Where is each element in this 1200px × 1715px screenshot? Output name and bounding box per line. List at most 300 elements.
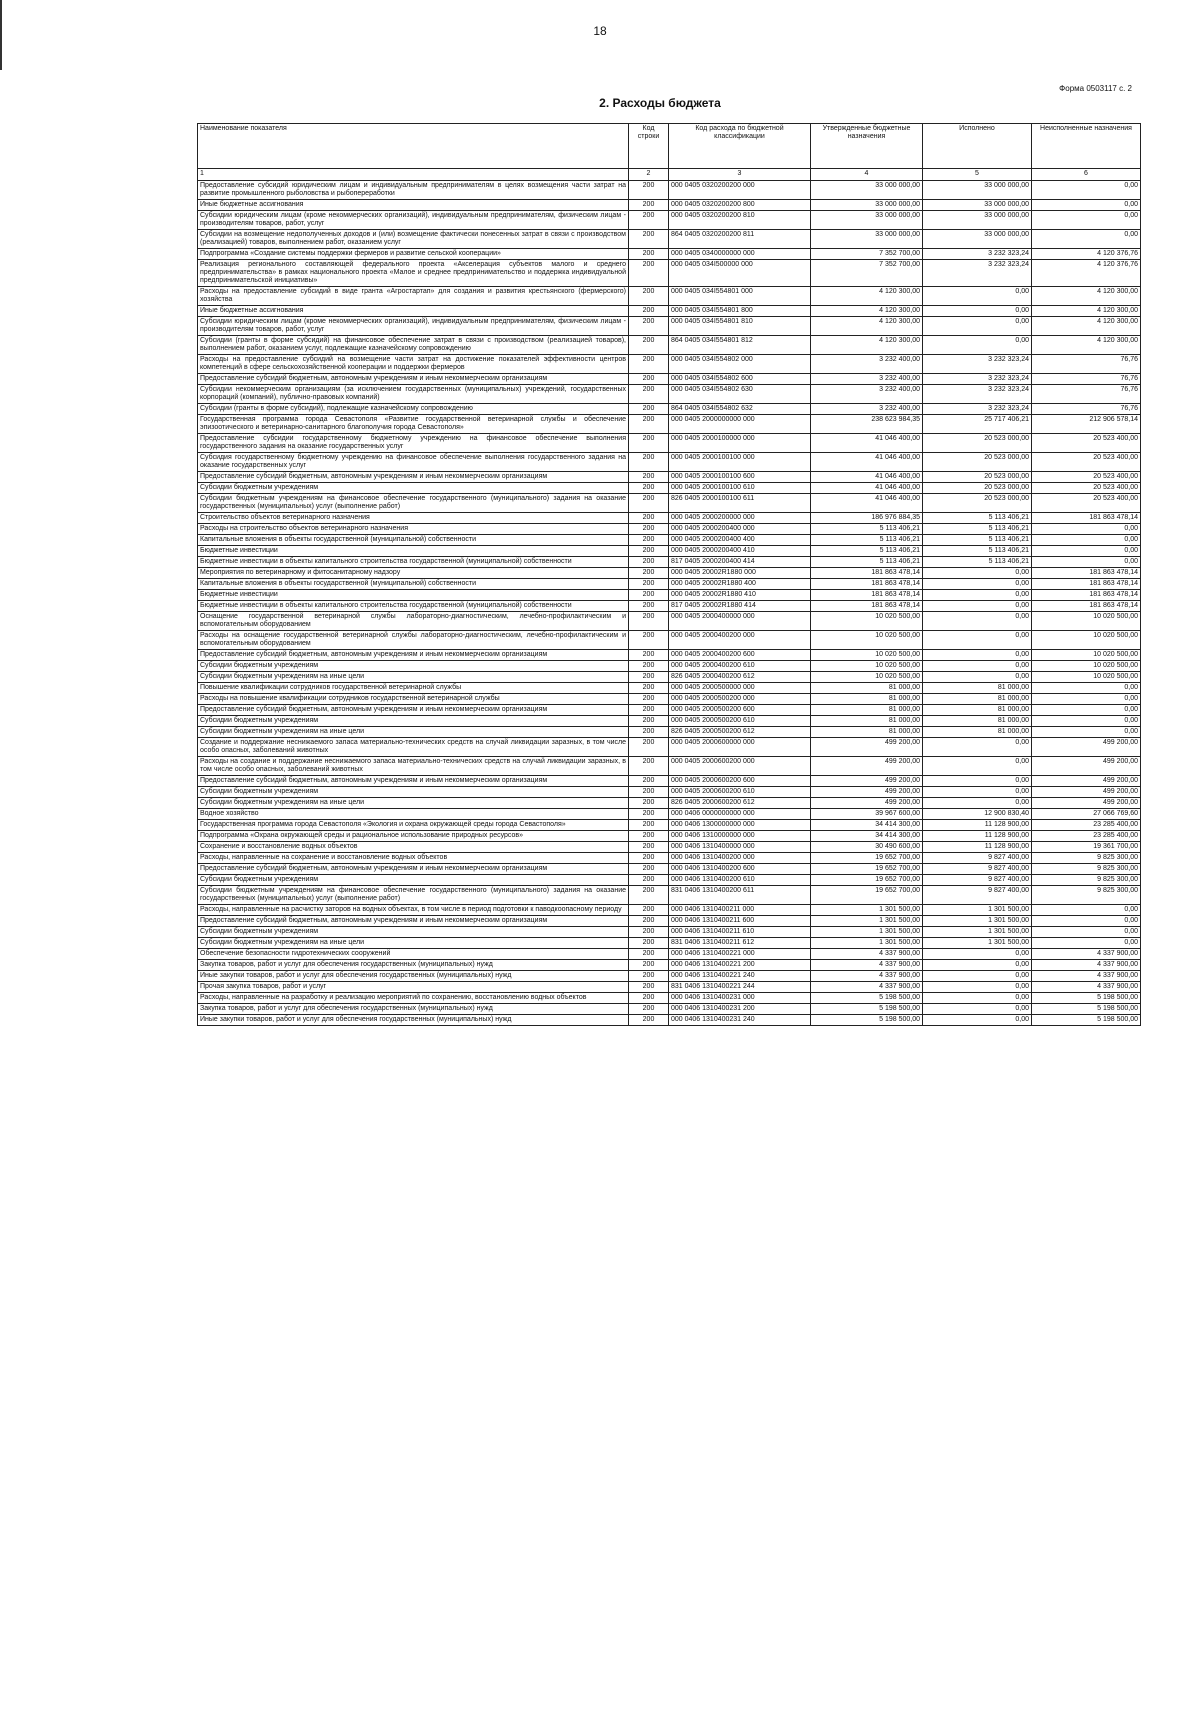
indicator-name-cell: Иные закупки товаров, работ и услуг для обеспечения государственных (муниципальных) нужд: [198, 1015, 629, 1026]
col-index-4: 4: [811, 169, 923, 181]
indicator-name-cell: Расходы на повышение квалификации сотрудников государственной ветеринарной службы: [198, 694, 629, 705]
approved-amount-cell: 181 863 478,14: [811, 601, 923, 612]
executed-amount-cell: 0,00: [923, 949, 1032, 960]
table-row: [198, 853, 1141, 864]
approved-amount-cell: 3 232 400,00: [811, 355, 923, 374]
line-code-cell: 200: [629, 524, 669, 535]
executed-amount-cell: 0,00: [923, 590, 1032, 601]
line-code-cell: 200: [629, 916, 669, 927]
table-row: [198, 546, 1141, 557]
indicator-name-cell: Предоставление субсидий бюджетным, автономным учреждениям и иным некоммерческим организациям: [198, 374, 629, 385]
approved-amount-cell: 499 200,00: [811, 738, 923, 757]
line-code-cell: 200: [629, 993, 669, 1004]
line-code-cell: 200: [629, 336, 669, 355]
indicator-name-cell: Иные закупки товаров, работ и услуг для обеспечения государственных (муниципальных) нужд: [198, 971, 629, 982]
approved-amount-cell: 19 652 700,00: [811, 864, 923, 875]
budget-code-cell: 000 0406 1310400211 610: [669, 927, 811, 938]
table-row: [198, 716, 1141, 727]
approved-amount-cell: 5 198 500,00: [811, 1015, 923, 1026]
line-code-cell: 200: [629, 494, 669, 513]
indicator-name-cell: Субсидии бюджетным учреждениям: [198, 787, 629, 798]
line-code-cell: 200: [629, 434, 669, 453]
indicator-name-cell: Государственная программа города Севастополя «Развитие государственной ветеринарной службы и обеспечение эпизоотического и ветеринарно-санитарного благополучия города Севастополя»: [198, 415, 629, 434]
approved-amount-cell: 499 200,00: [811, 787, 923, 798]
budget-code-cell: 864 0405 0320200200 811: [669, 230, 811, 249]
executed-amount-cell: 11 128 900,00: [923, 820, 1032, 831]
approved-amount-cell: 39 967 600,00: [811, 809, 923, 820]
approved-amount-cell: 33 000 000,00: [811, 200, 923, 211]
approved-amount-cell: 5 113 406,21: [811, 524, 923, 535]
indicator-name-cell: Водное хозяйство: [198, 809, 629, 820]
line-code-cell: 200: [629, 415, 669, 434]
executed-amount-cell: 3 232 323,24: [923, 260, 1032, 287]
approved-amount-cell: 81 000,00: [811, 705, 923, 716]
approved-amount-cell: 5 198 500,00: [811, 1004, 923, 1015]
unexecuted-amount-cell: 181 863 478,14: [1032, 513, 1141, 524]
indicator-name-cell: Государственная программа города Севастополя «Экология и охрана окружающей среды города Севастополя»: [198, 820, 629, 831]
executed-amount-cell: 3 232 323,24: [923, 385, 1032, 404]
table-row: [198, 757, 1141, 776]
table-row: [198, 631, 1141, 650]
unexecuted-amount-cell: 20 523 400,00: [1032, 472, 1141, 483]
unexecuted-amount-cell: 20 523 400,00: [1032, 453, 1141, 472]
budget-code-cell: 000 0405 034I554801 000: [669, 287, 811, 306]
executed-amount-cell: 12 900 830,40: [923, 809, 1032, 820]
table-row: [198, 683, 1141, 694]
approved-amount-cell: 4 337 900,00: [811, 949, 923, 960]
executed-amount-cell: 0,00: [923, 960, 1032, 971]
line-code-cell: 200: [629, 181, 669, 200]
table-row: [198, 705, 1141, 716]
budget-code-cell: 000 0405 2000500200 600: [669, 705, 811, 716]
indicator-name-cell: Оснащение государственной ветеринарной службы лабораторно-диагностическим, лечебно-профилактическим и вспомогательным оборудованием: [198, 612, 629, 631]
executed-amount-cell: 0,00: [923, 798, 1032, 809]
table-row: [198, 650, 1141, 661]
indicator-name-cell: Расходы на создание и поддержание неснижаемого запаса материально-технических средств на случай ликвидации заразных, в том числе особо опасных, заболеваний животных: [198, 757, 629, 776]
executed-amount-cell: 9 827 400,00: [923, 875, 1032, 886]
approved-amount-cell: 5 113 406,21: [811, 557, 923, 568]
table-row: [198, 513, 1141, 524]
unexecuted-amount-cell: 181 863 478,14: [1032, 568, 1141, 579]
table-row: [198, 306, 1141, 317]
budget-code-cell: 000 0405 2000200400 000: [669, 524, 811, 535]
budget-code-cell: 000 0405 2000400200 610: [669, 661, 811, 672]
line-code-cell: 200: [629, 404, 669, 415]
line-code-cell: 200: [629, 590, 669, 601]
approved-amount-cell: 3 232 400,00: [811, 385, 923, 404]
unexecuted-amount-cell: 0,00: [1032, 938, 1141, 949]
indicator-name-cell: Бюджетные инвестиции: [198, 546, 629, 557]
budget-code-cell: 000 0405 0320200200 810: [669, 211, 811, 230]
budget-code-cell: 000 0405 2000500200 610: [669, 716, 811, 727]
line-code-cell: 200: [629, 317, 669, 336]
executed-amount-cell: 0,00: [923, 776, 1032, 787]
line-code-cell: 200: [629, 905, 669, 916]
unexecuted-amount-cell: 20 523 400,00: [1032, 494, 1141, 513]
approved-amount-cell: 3 232 400,00: [811, 374, 923, 385]
executed-amount-cell: 20 523 000,00: [923, 494, 1032, 513]
unexecuted-amount-cell: 181 863 478,14: [1032, 590, 1141, 601]
line-code-cell: 200: [629, 557, 669, 568]
table-row: [198, 905, 1141, 916]
executed-amount-cell: 0,00: [923, 336, 1032, 355]
unexecuted-amount-cell: 9 825 300,00: [1032, 875, 1141, 886]
budget-code-cell: 000 0405 034I554802 630: [669, 385, 811, 404]
budget-code-cell: 000 0406 0000000000 000: [669, 809, 811, 820]
indicator-name-cell: Субсидии бюджетным учреждениям: [198, 716, 629, 727]
executed-amount-cell: 0,00: [923, 672, 1032, 683]
budget-code-cell: 000 0406 1310400231 240: [669, 1015, 811, 1026]
budget-code-cell: 000 0405 2000600200 600: [669, 776, 811, 787]
unexecuted-amount-cell: 5 198 500,00: [1032, 993, 1141, 1004]
unexecuted-amount-cell: 0,00: [1032, 181, 1141, 200]
executed-amount-cell: 81 000,00: [923, 727, 1032, 738]
unexecuted-amount-cell: 0,00: [1032, 916, 1141, 927]
approved-amount-cell: 4 120 300,00: [811, 287, 923, 306]
approved-amount-cell: 5 198 500,00: [811, 993, 923, 1004]
approved-amount-cell: 33 000 000,00: [811, 211, 923, 230]
budget-code-cell: 000 0405 20002R1880 000: [669, 568, 811, 579]
budget-code-cell: 000 0405 2000600200 610: [669, 787, 811, 798]
indicator-name-cell: Бюджетные инвестиции: [198, 590, 629, 601]
line-code-cell: 200: [629, 260, 669, 287]
indicator-name-cell: Субсидии некоммерческим организациям (за исключением государственных (муниципальных) учреждений, государственных корпораций (компаний), публично-правовых компаний): [198, 385, 629, 404]
unexecuted-amount-cell: 499 200,00: [1032, 757, 1141, 776]
indicator-name-cell: Расходы, направленные на расчистку заторов на водных объектах, в том числе в период подготовки к паводкоопасному периоду: [198, 905, 629, 916]
approved-amount-cell: 181 863 478,14: [811, 579, 923, 590]
budget-code-cell: 817 0405 20002R1880 414: [669, 601, 811, 612]
executed-amount-cell: 0,00: [923, 971, 1032, 982]
executed-amount-cell: 33 000 000,00: [923, 211, 1032, 230]
approved-amount-cell: 5 113 406,21: [811, 546, 923, 557]
line-code-cell: 200: [629, 787, 669, 798]
indicator-name-cell: Субсидии бюджетным учреждениям: [198, 483, 629, 494]
line-code-cell: 200: [629, 211, 669, 230]
approved-amount-cell: 30 490 600,00: [811, 842, 923, 853]
executed-amount-cell: 0,00: [923, 982, 1032, 993]
budget-code-cell: 000 0405 2000400200 600: [669, 650, 811, 661]
approved-amount-cell: 1 301 500,00: [811, 916, 923, 927]
table-row: [198, 211, 1141, 230]
budget-code-cell: 826 0405 2000400200 612: [669, 672, 811, 683]
unexecuted-amount-cell: 5 198 500,00: [1032, 1015, 1141, 1026]
executed-amount-cell: 0,00: [923, 738, 1032, 757]
unexecuted-amount-cell: 5 198 500,00: [1032, 1004, 1141, 1015]
executed-amount-cell: 81 000,00: [923, 694, 1032, 705]
header-line-code: Код строки: [629, 124, 669, 169]
budget-code-cell: 000 0405 0320200200 000: [669, 181, 811, 200]
approved-amount-cell: 81 000,00: [811, 694, 923, 705]
approved-amount-cell: 181 863 478,14: [811, 568, 923, 579]
table-row: [198, 483, 1141, 494]
budget-code-cell: 000 0405 0320200200 800: [669, 200, 811, 211]
budget-code-cell: 831 0406 1310400221 244: [669, 982, 811, 993]
indicator-name-cell: Бюджетные инвестиции в объекты капитального строительства государственной (муниципальной) собственности: [198, 557, 629, 568]
executed-amount-cell: 20 523 000,00: [923, 472, 1032, 483]
unexecuted-amount-cell: 499 200,00: [1032, 798, 1141, 809]
unexecuted-amount-cell: 499 200,00: [1032, 738, 1141, 757]
line-code-cell: 200: [629, 306, 669, 317]
indicator-name-cell: Субсидии юридическим лицам (кроме некоммерческих организаций), индивидуальным предпринимателям, физическим лицам - производителям товаров, работ, услуг: [198, 317, 629, 336]
indicator-name-cell: Субсидии бюджетным учреждениям на финансовое обеспечение государственного (муниципального) задания на оказание государственных (муниципальных) услуг (выполнение работ): [198, 494, 629, 513]
budget-code-cell: 000 0406 1310400221 200: [669, 960, 811, 971]
unexecuted-amount-cell: 10 020 500,00: [1032, 672, 1141, 683]
line-code-cell: 200: [629, 472, 669, 483]
unexecuted-amount-cell: 0,00: [1032, 211, 1141, 230]
line-code-cell: 200: [629, 453, 669, 472]
table-header-row: [198, 124, 1141, 169]
approved-amount-cell: 499 200,00: [811, 757, 923, 776]
unexecuted-amount-cell: 4 120 376,76: [1032, 260, 1141, 287]
line-code-cell: 200: [629, 927, 669, 938]
table-row: [198, 404, 1141, 415]
unexecuted-amount-cell: 23 285 400,00: [1032, 831, 1141, 842]
executed-amount-cell: 5 113 406,21: [923, 513, 1032, 524]
line-code-cell: 200: [629, 249, 669, 260]
table-row: [198, 886, 1141, 905]
budget-code-cell: 000 0406 1310400200 000: [669, 853, 811, 864]
executed-amount-cell: 0,00: [923, 993, 1032, 1004]
approved-amount-cell: 19 652 700,00: [811, 875, 923, 886]
unexecuted-amount-cell: 10 020 500,00: [1032, 612, 1141, 631]
indicator-name-cell: Предоставление субсидий бюджетным, автономным учреждениям и иным некоммерческим организациям: [198, 776, 629, 787]
budget-code-cell: 000 0406 1310400221 240: [669, 971, 811, 982]
line-code-cell: 200: [629, 853, 669, 864]
unexecuted-amount-cell: 212 906 578,14: [1032, 415, 1141, 434]
line-code-cell: 200: [629, 535, 669, 546]
approved-amount-cell: 5 113 406,21: [811, 535, 923, 546]
approved-amount-cell: 10 020 500,00: [811, 661, 923, 672]
line-code-cell: 200: [629, 683, 669, 694]
executed-amount-cell: 1 301 500,00: [923, 927, 1032, 938]
executed-amount-cell: 1 301 500,00: [923, 916, 1032, 927]
table-row: [198, 960, 1141, 971]
page-number: 18: [593, 24, 607, 38]
line-code-cell: 200: [629, 727, 669, 738]
approved-amount-cell: 41 046 400,00: [811, 434, 923, 453]
approved-amount-cell: 41 046 400,00: [811, 494, 923, 513]
line-code-cell: 200: [629, 875, 669, 886]
budget-code-cell: 864 0405 034I554802 632: [669, 404, 811, 415]
approved-amount-cell: 1 301 500,00: [811, 927, 923, 938]
budget-code-cell: 000 0405 2000200400 400: [669, 535, 811, 546]
table-row: [198, 494, 1141, 513]
approved-amount-cell: 34 414 300,00: [811, 831, 923, 842]
table-row: [198, 938, 1141, 949]
indicator-name-cell: Расходы на предоставление субсидий на возмещение части затрат на достижение показателей эффективности центров компетенций в сфере сельскохозяйственной кооперации и поддержки фермеров: [198, 355, 629, 374]
unexecuted-amount-cell: 20 523 400,00: [1032, 434, 1141, 453]
table-row: [198, 200, 1141, 211]
document-title: 2. Расходы бюджета: [599, 96, 721, 110]
column-index-row: [198, 169, 1141, 181]
indicator-name-cell: Иные бюджетные ассигнования: [198, 306, 629, 317]
executed-amount-cell: 0,00: [923, 650, 1032, 661]
executed-amount-cell: 0,00: [923, 757, 1032, 776]
indicator-name-cell: Капитальные вложения в объекты государственной (муниципальной) собственности: [198, 579, 629, 590]
unexecuted-amount-cell: 76,76: [1032, 385, 1141, 404]
line-code-cell: 200: [629, 672, 669, 683]
line-code-cell: 200: [629, 385, 669, 404]
indicator-name-cell: Предоставление субсидий бюджетным, автономным учреждениям и иным некоммерческим организациям: [198, 472, 629, 483]
table-row: [198, 864, 1141, 875]
budget-code-cell: 000 0405 2000500200 000: [669, 694, 811, 705]
indicator-name-cell: Иные бюджетные ассигнования: [198, 200, 629, 211]
executed-amount-cell: 3 232 323,24: [923, 404, 1032, 415]
indicator-name-cell: Предоставление субсидий бюджетным, автономным учреждениям и иным некоммерческим организациям: [198, 864, 629, 875]
budget-code-cell: 000 0405 034I500000 000: [669, 260, 811, 287]
line-code-cell: 200: [629, 661, 669, 672]
unexecuted-amount-cell: 9 825 300,00: [1032, 853, 1141, 864]
unexecuted-amount-cell: 19 361 700,00: [1032, 842, 1141, 853]
unexecuted-amount-cell: 0,00: [1032, 716, 1141, 727]
table-body: [198, 181, 1141, 1026]
indicator-name-cell: Создание и поддержание неснижаемого запаса материально-технических средств на случай ликвидации заразных, в том числе особо опасных, заболеваний животных: [198, 738, 629, 757]
executed-amount-cell: 5 113 406,21: [923, 557, 1032, 568]
approved-amount-cell: 4 337 900,00: [811, 982, 923, 993]
executed-amount-cell: 81 000,00: [923, 683, 1032, 694]
line-code-cell: 200: [629, 971, 669, 982]
approved-amount-cell: 10 020 500,00: [811, 672, 923, 683]
line-code-cell: 200: [629, 705, 669, 716]
executed-amount-cell: 33 000 000,00: [923, 181, 1032, 200]
indicator-name-cell: Мероприятия по ветеринарному и фитосанитарному надзору: [198, 568, 629, 579]
indicator-name-cell: Сохранение и восстановление водных объектов: [198, 842, 629, 853]
form-code: Форма 0503117 с. 2: [1059, 84, 1132, 93]
unexecuted-amount-cell: 499 200,00: [1032, 787, 1141, 798]
executed-amount-cell: 0,00: [923, 787, 1032, 798]
table-row: [198, 661, 1141, 672]
header-unexecuted: Неисполненные назначения: [1032, 124, 1141, 169]
col-index-1: 1: [198, 169, 629, 181]
line-code-cell: 200: [629, 864, 669, 875]
approved-amount-cell: 181 863 478,14: [811, 590, 923, 601]
indicator-name-cell: Расходы на строительство объектов ветеринарного назначения: [198, 524, 629, 535]
indicator-name-cell: Реализация регионального составляющей федерального проекта «Акселерация субъектов малого и среднего предпринимательства» в рамках национального проекта «Малое и среднее предпринимательство и поддержка индивидуальной предпринимательской инициативы»: [198, 260, 629, 287]
line-code-cell: 200: [629, 886, 669, 905]
line-code-cell: 200: [629, 513, 669, 524]
table-row: [198, 1015, 1141, 1026]
executed-amount-cell: 0,00: [923, 631, 1032, 650]
budget-code-cell: 000 0406 1310400231 200: [669, 1004, 811, 1015]
line-code-cell: 200: [629, 982, 669, 993]
approved-amount-cell: 10 020 500,00: [811, 612, 923, 631]
unexecuted-amount-cell: 20 523 400,00: [1032, 483, 1141, 494]
unexecuted-amount-cell: 181 863 478,14: [1032, 601, 1141, 612]
approved-amount-cell: 1 301 500,00: [811, 938, 923, 949]
table-row: [198, 336, 1141, 355]
executed-amount-cell: 0,00: [923, 317, 1032, 336]
table-row: [198, 181, 1141, 200]
indicator-name-cell: Повышение квалификации сотрудников государственной ветеринарной службы: [198, 683, 629, 694]
budget-code-cell: 000 0406 1310400000 000: [669, 842, 811, 853]
table-row: [198, 738, 1141, 757]
budget-code-cell: 000 0405 2000600200 000: [669, 757, 811, 776]
executed-amount-cell: 3 232 323,24: [923, 249, 1032, 260]
budget-code-cell: 000 0406 1310000000 000: [669, 831, 811, 842]
line-code-cell: 200: [629, 694, 669, 705]
unexecuted-amount-cell: 0,00: [1032, 524, 1141, 535]
unexecuted-amount-cell: 4 120 376,76: [1032, 249, 1141, 260]
indicator-name-cell: Предоставление субсидий бюджетным, автономным учреждениям и иным некоммерческим организациям: [198, 705, 629, 716]
line-code-cell: 200: [629, 776, 669, 787]
approved-amount-cell: 499 200,00: [811, 776, 923, 787]
approved-amount-cell: 499 200,00: [811, 798, 923, 809]
budget-code-cell: 000 0405 2000500000 000: [669, 683, 811, 694]
table-row: [198, 230, 1141, 249]
unexecuted-amount-cell: 76,76: [1032, 355, 1141, 374]
table-row: [198, 1004, 1141, 1015]
line-code-cell: 200: [629, 546, 669, 557]
table-row: [198, 787, 1141, 798]
unexecuted-amount-cell: 9 825 300,00: [1032, 886, 1141, 905]
executed-amount-cell: 33 000 000,00: [923, 200, 1032, 211]
unexecuted-amount-cell: 23 285 400,00: [1032, 820, 1141, 831]
executed-amount-cell: 0,00: [923, 287, 1032, 306]
unexecuted-amount-cell: 4 337 900,00: [1032, 982, 1141, 993]
indicator-name-cell: Субсидии бюджетным учреждениям на иные цели: [198, 672, 629, 683]
header-budget-code: Код расхода по бюджетной классификации: [669, 124, 811, 169]
col-index-5: 5: [923, 169, 1032, 181]
executed-amount-cell: 3 232 323,24: [923, 355, 1032, 374]
table-row: [198, 355, 1141, 374]
budget-code-cell: 826 0405 2000100100 611: [669, 494, 811, 513]
table-row: [198, 809, 1141, 820]
unexecuted-amount-cell: 4 337 900,00: [1032, 949, 1141, 960]
unexecuted-amount-cell: 4 120 300,00: [1032, 317, 1141, 336]
unexecuted-amount-cell: 0,00: [1032, 727, 1141, 738]
table-row: [198, 949, 1141, 960]
table-row: [198, 694, 1141, 705]
executed-amount-cell: 1 301 500,00: [923, 938, 1032, 949]
approved-amount-cell: 238 623 984,35: [811, 415, 923, 434]
budget-expenses-table: [197, 123, 1141, 1026]
budget-code-cell: 000 0405 0340000000 000: [669, 249, 811, 260]
budget-code-cell: 826 0405 2000600200 612: [669, 798, 811, 809]
table-row: [198, 249, 1141, 260]
approved-amount-cell: 33 000 000,00: [811, 181, 923, 200]
col-index-3: 3: [669, 169, 811, 181]
budget-code-cell: 000 0406 1310400200 600: [669, 864, 811, 875]
budget-code-cell: 000 0406 1310400211 000: [669, 905, 811, 916]
indicator-name-cell: Подпрограмма «Создание системы поддержки фермеров и развитие сельской кооперации»: [198, 249, 629, 260]
unexecuted-amount-cell: 0,00: [1032, 927, 1141, 938]
line-code-cell: 200: [629, 650, 669, 661]
indicator-name-cell: Предоставление субсидий бюджетным, автономным учреждениям и иным некоммерческим организациям: [198, 916, 629, 927]
executed-amount-cell: 9 827 400,00: [923, 853, 1032, 864]
unexecuted-amount-cell: 0,00: [1032, 694, 1141, 705]
unexecuted-amount-cell: 0,00: [1032, 230, 1141, 249]
executed-amount-cell: 9 827 400,00: [923, 864, 1032, 875]
approved-amount-cell: 19 652 700,00: [811, 853, 923, 864]
table-row: [198, 317, 1141, 336]
indicator-name-cell: Предоставление субсидий юридическим лицам и индивидуальным предпринимателям в целях возмещения части затрат на развитие промышленного рыболовства и рыбопереработки: [198, 181, 629, 200]
unexecuted-amount-cell: 4 337 900,00: [1032, 971, 1141, 982]
executed-amount-cell: 0,00: [923, 661, 1032, 672]
approved-amount-cell: 41 046 400,00: [811, 472, 923, 483]
line-code-cell: 200: [629, 631, 669, 650]
approved-amount-cell: 81 000,00: [811, 727, 923, 738]
approved-amount-cell: 186 976 884,35: [811, 513, 923, 524]
unexecuted-amount-cell: 0,00: [1032, 200, 1141, 211]
line-code-cell: 200: [629, 355, 669, 374]
indicator-name-cell: Обеспечение безопасности гидротехнических сооружений: [198, 949, 629, 960]
executed-amount-cell: 25 717 406,21: [923, 415, 1032, 434]
executed-amount-cell: 0,00: [923, 568, 1032, 579]
unexecuted-amount-cell: 0,00: [1032, 535, 1141, 546]
table-row: [198, 727, 1141, 738]
budget-code-cell: 831 0406 1310400200 611: [669, 886, 811, 905]
table-row: [198, 776, 1141, 787]
